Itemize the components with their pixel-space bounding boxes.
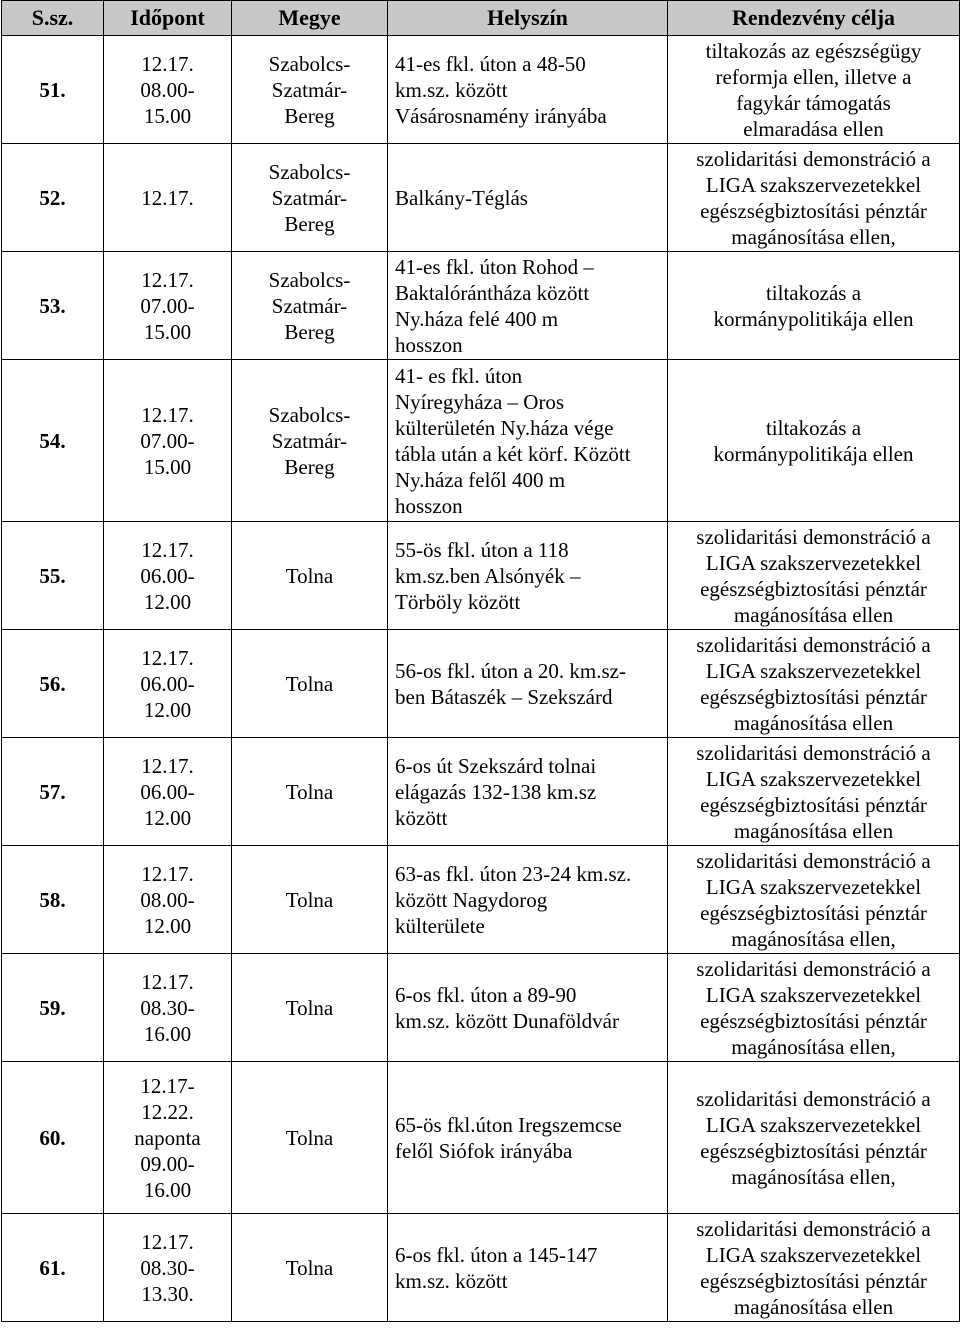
row-purpose: szolidaritási demonstráció a LIGA szakszervezetekkel egészségbiztosítási pénztár magánosítása ellen, [668,954,960,1062]
row-place: 6-os út Szekszárd tolnai elágazás 132-138 km.sz között [388,738,668,846]
row-county: Tolna [232,738,388,846]
row-number: 51. [2,36,104,144]
row-purpose: szolidaritási demonstráció a LIGA szakszervezetekkel egészségbiztosítási pénztár magánosítása ellen, [668,1062,960,1214]
table-row [2,738,960,846]
row-county: Tolna [232,1062,388,1214]
row-place: 41- es fkl. úton Nyíregyháza – Oros külterületén Ny.háza vége tábla után a két körf. Között Ny.háza felől 400 m hosszon [388,360,668,522]
table-row [2,360,960,522]
table-row [2,630,960,738]
table-row [2,252,960,360]
row-time: 12.17. 06.00- 12.00 [104,630,232,738]
row-place: 6-os fkl. úton a 145-147 km.sz. között [388,1214,668,1322]
row-number: 60. [2,1062,104,1214]
row-county: Tolna [232,846,388,954]
row-place: 55-ös fkl. úton a 118 km.sz.ben Alsónyék – Törböly között [388,522,668,630]
table-row [2,144,960,252]
row-number: 58. [2,846,104,954]
row-place: 41-es fkl. úton Rohod – Baktalórántháza között Ny.háza felé 400 m hosszon [388,252,668,360]
row-purpose: szolidaritási demonstráció a LIGA szakszervezetekkel egészségbiztosítási pénztár magánosítása ellen [668,522,960,630]
row-purpose: szolidaritási demonstráció a LIGA szakszervezetekkel egészségbiztosítási pénztár magánosítása ellen, [668,144,960,252]
row-time: 12.17. 08.00- 12.00 [104,846,232,954]
row-county: Tolna [232,954,388,1062]
row-number: 55. [2,522,104,630]
row-place: 41-es fkl. úton a 48-50 km.sz. között Vásárosnamény irányába [388,36,668,144]
table-row [2,522,960,630]
row-number: 53. [2,252,104,360]
row-purpose: tiltakozás az egészségügy reformja ellen, illetve a fagykár támogatás elmaradása ellen [668,36,960,144]
row-purpose: szolidaritási demonstráció a LIGA szakszervezetekkel egészségbiztosítási pénztár magánosítása ellen [668,630,960,738]
row-time: 12.17. 08.30- 13.30. [104,1214,232,1322]
row-time: 12.17. [104,144,232,252]
row-county: Szabolcs- Szatmár- Bereg [232,360,388,522]
row-county: Tolna [232,630,388,738]
header-row [2,1,960,36]
row-purpose: tiltakozás a kormánypolitikája ellen [668,360,960,522]
row-number: 61. [2,1214,104,1322]
row-place: 6-os fkl. úton a 89-90 km.sz. között Dunaföldvár [388,954,668,1062]
row-time: 12.17. 07.00- 15.00 [104,252,232,360]
row-purpose: szolidaritási demonstráció a LIGA szakszervezetekkel egészségbiztosítási pénztár magánosítása ellen [668,1214,960,1322]
table-row [2,36,960,144]
row-place: 63-as fkl. úton 23-24 km.sz. között Nagydorog külterülete [388,846,668,954]
events-table [1,0,960,1322]
row-number: 52. [2,144,104,252]
row-number: 56. [2,630,104,738]
table-row [2,954,960,1062]
row-place: 56-os fkl. úton a 20. km.sz- ben Bátaszék – Szekszárd [388,630,668,738]
row-county: Szabolcs- Szatmár- Bereg [232,144,388,252]
header-serial: S.sz. [2,1,104,36]
row-county: Szabolcs- Szatmár- Bereg [232,36,388,144]
row-purpose: szolidaritási demonstráció a LIGA szakszervezetekkel egészségbiztosítási pénztár magánosítása ellen [668,738,960,846]
header-county: Megye [232,1,388,36]
header-place: Helyszín [388,1,668,36]
row-time: 12.17. 06.00- 12.00 [104,738,232,846]
row-time: 12.17- 12.22. naponta 09.00- 16.00 [104,1062,232,1214]
row-purpose: szolidaritási demonstráció a LIGA szakszervezetekkel egészségbiztosítási pénztár magánosítása ellen, [668,846,960,954]
row-county: Szabolcs- Szatmár- Bereg [232,252,388,360]
table-row [2,1062,960,1214]
row-number: 59. [2,954,104,1062]
row-time: 12.17. 06.00- 12.00 [104,522,232,630]
header-time: Időpont [104,1,232,36]
row-county: Tolna [232,522,388,630]
row-number: 57. [2,738,104,846]
row-time: 12.17. 07.00- 15.00 [104,360,232,522]
row-county: Tolna [232,1214,388,1322]
row-place: Balkány-Téglás [388,144,668,252]
row-number: 54. [2,360,104,522]
table-row [2,846,960,954]
row-place: 65-ös fkl.úton Iregszemcse felől Siófok irányába [388,1062,668,1214]
table-row [2,1214,960,1322]
row-time: 12.17. 08.30- 16.00 [104,954,232,1062]
row-purpose: tiltakozás a kormánypolitikája ellen [668,252,960,360]
row-time: 12.17. 08.00- 15.00 [104,36,232,144]
header-purpose: Rendezvény célja [668,1,960,36]
